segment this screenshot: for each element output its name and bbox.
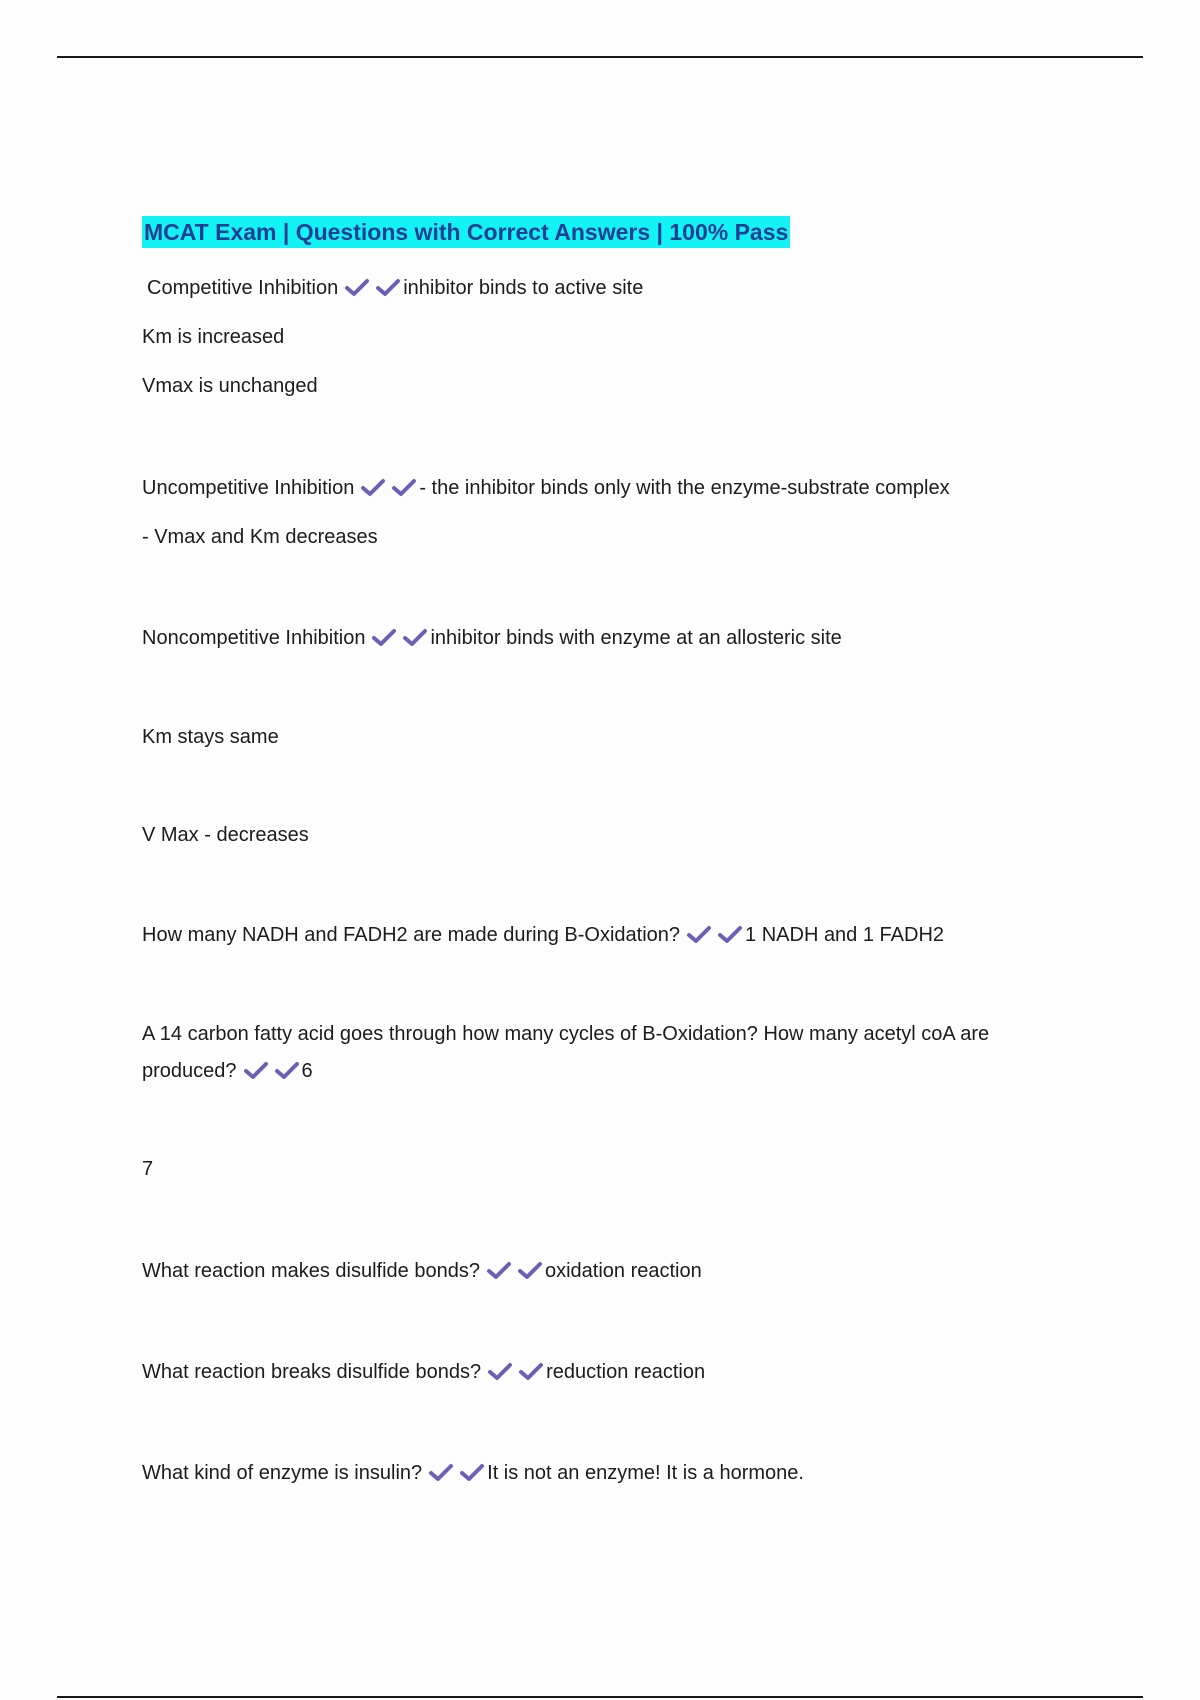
answer-text: 6 [301,1060,313,1082]
answer-continuation: 7 [142,1158,154,1180]
header-rule [57,56,1143,58]
qa-line [142,1258,702,1287]
answer-text: inhibitor binds to active site [403,277,644,299]
answer-text: inhibitor binds with enzyme at an allosteric site [430,627,842,649]
answer-text: - the inhibitor binds only with the enzyme-substrate complex [419,477,950,499]
question-text: Competitive Inhibition [147,277,339,299]
question-line: A 14 carbon fatty acid goes through how many cycles of B-Oxidation? How many acetyl coA are [142,1023,990,1045]
answer-continuation: - Vmax and Km decreases [142,526,378,548]
double-check-icon [371,627,428,654]
double-check-icon [686,924,743,951]
question-text: Noncompetitive Inhibition [142,627,366,649]
answer-continuation: Km stays same [142,726,279,748]
qa-line [142,475,950,504]
document-title: MCAT Exam | Questions with Correct Answers | 100% Pass [142,216,790,248]
answer-continuation: V Max - decreases [142,824,309,846]
question-text: How many NADH and FADH2 are made during B-Oxidation? [142,924,681,946]
answer-text: reduction reaction [546,1361,706,1383]
question-text: What kind of enzyme is insulin? [142,1462,423,1484]
qa-line [142,1359,705,1388]
question-text: produced? [142,1060,237,1082]
qa-line [142,922,944,951]
question-text: Uncompetitive Inhibition [142,477,355,499]
qa-line [142,625,842,654]
qa-line [147,275,643,304]
qa-line [142,1460,804,1489]
answer-text: 1 NADH and 1 FADH2 [745,924,945,946]
footer-rule [57,1696,1143,1698]
double-check-icon [243,1060,300,1087]
question-text: What reaction breaks disulfide bonds? [142,1361,482,1383]
answer-continuation: Km is increased [142,326,285,348]
double-check-icon [360,477,417,504]
question-text: What reaction makes disulfide bonds? [142,1260,480,1282]
double-check-icon [428,1462,485,1489]
double-check-icon [344,277,401,304]
double-check-icon [487,1361,544,1388]
double-check-icon [486,1260,543,1287]
qa-line [142,1058,313,1087]
answer-continuation: Vmax is unchanged [142,375,318,397]
answer-text: oxidation reaction [544,1260,702,1282]
answer-text: It is not an enzyme! It is a hormone. [487,1462,804,1484]
